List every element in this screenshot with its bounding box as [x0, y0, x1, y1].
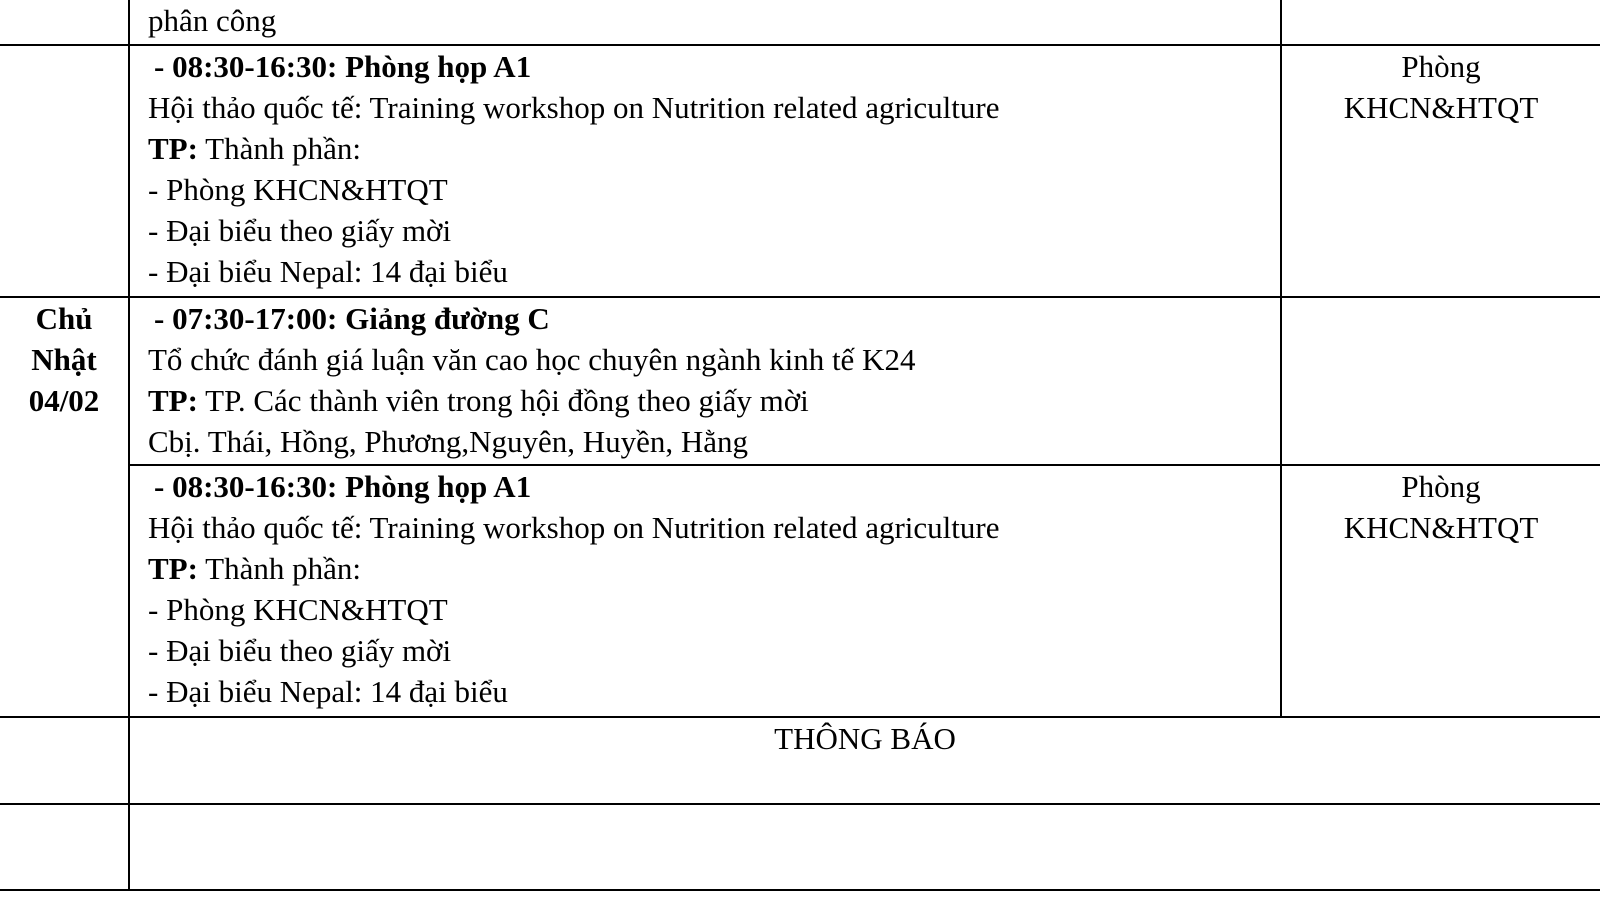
participant-line: - Đại biểu theo giấy mời [148, 213, 452, 248]
day-cell [0, 0, 129, 45]
activity-description: Hội thảo quốc tế: Training workshop on Nutrition related agriculture [148, 90, 1000, 125]
participant-line: - Đại biểu Nepal: 14 đại biểu [148, 674, 508, 709]
tp-label: TP: [148, 383, 198, 418]
table-row [0, 804, 1600, 890]
day-cell [0, 297, 129, 717]
activity-time: - 07:30-17:00: Giảng đường C [154, 301, 550, 336]
activity-time: - 08:30-16:30: Phòng họp A1 [154, 49, 532, 84]
preparation-line: Cbị. Thái, Hồng, Phương,Nguyên, Huyền, Hằng [148, 424, 749, 459]
activity-cell [129, 45, 1281, 297]
day-label: Chủ [35, 301, 93, 336]
unit-cell [1281, 0, 1600, 45]
unit-line: Phòng [1401, 49, 1481, 84]
activity-description: Tổ chức đánh giá luận văn cao học chuyên ngành kinh tế K24 [148, 342, 916, 377]
table-row [0, 297, 1600, 465]
day-cell [0, 804, 129, 890]
participant-line: - Phòng KHCN&HTQT [148, 172, 448, 207]
participant-line: - Phòng KHCN&HTQT [148, 592, 448, 627]
day-date: 04/02 [28, 383, 100, 418]
table-row [0, 465, 1600, 717]
unit-cell [1281, 45, 1600, 297]
tp-label: TP: [148, 131, 198, 166]
day-cell [0, 45, 129, 297]
table-row [0, 717, 1600, 804]
table-row [0, 45, 1600, 297]
day-cell [0, 717, 129, 804]
activity-participants [148, 380, 1280, 421]
tp-label: TP: [148, 551, 198, 586]
unit-cell [1281, 297, 1600, 465]
unit-line: Phòng [1401, 469, 1481, 504]
activity-description: Hội thảo quốc tế: Training workshop on Nutrition related agriculture [148, 510, 1000, 545]
tp-text: TP. Các thành viên trong hội đồng theo giấy mời [197, 383, 809, 418]
activity-cell [129, 297, 1281, 465]
empty-cell [129, 804, 1600, 890]
activity-participants [148, 548, 1280, 589]
unit-line: KHCN&HTQT [1343, 90, 1539, 125]
activity-time: - 08:30-16:30: Phòng họp A1 [154, 469, 532, 504]
table-row [0, 0, 1600, 45]
tp-text: Thành phần: [197, 131, 361, 166]
activity-cell [129, 465, 1281, 717]
notice-title: THÔNG BÁO [774, 721, 956, 756]
unit-cell [1281, 465, 1600, 717]
notice-cell [129, 717, 1600, 804]
activity-cell [129, 0, 1281, 45]
activity-participants [148, 128, 1280, 169]
day-label: Nhật [31, 342, 97, 377]
participant-line: - Đại biểu theo giấy mời [148, 633, 452, 668]
unit-line: KHCN&HTQT [1343, 510, 1539, 545]
participant-line: - Đại biểu Nepal: 14 đại biểu [148, 254, 508, 289]
activity-text: phân công [148, 3, 277, 38]
tp-text: Thành phần: [197, 551, 361, 586]
